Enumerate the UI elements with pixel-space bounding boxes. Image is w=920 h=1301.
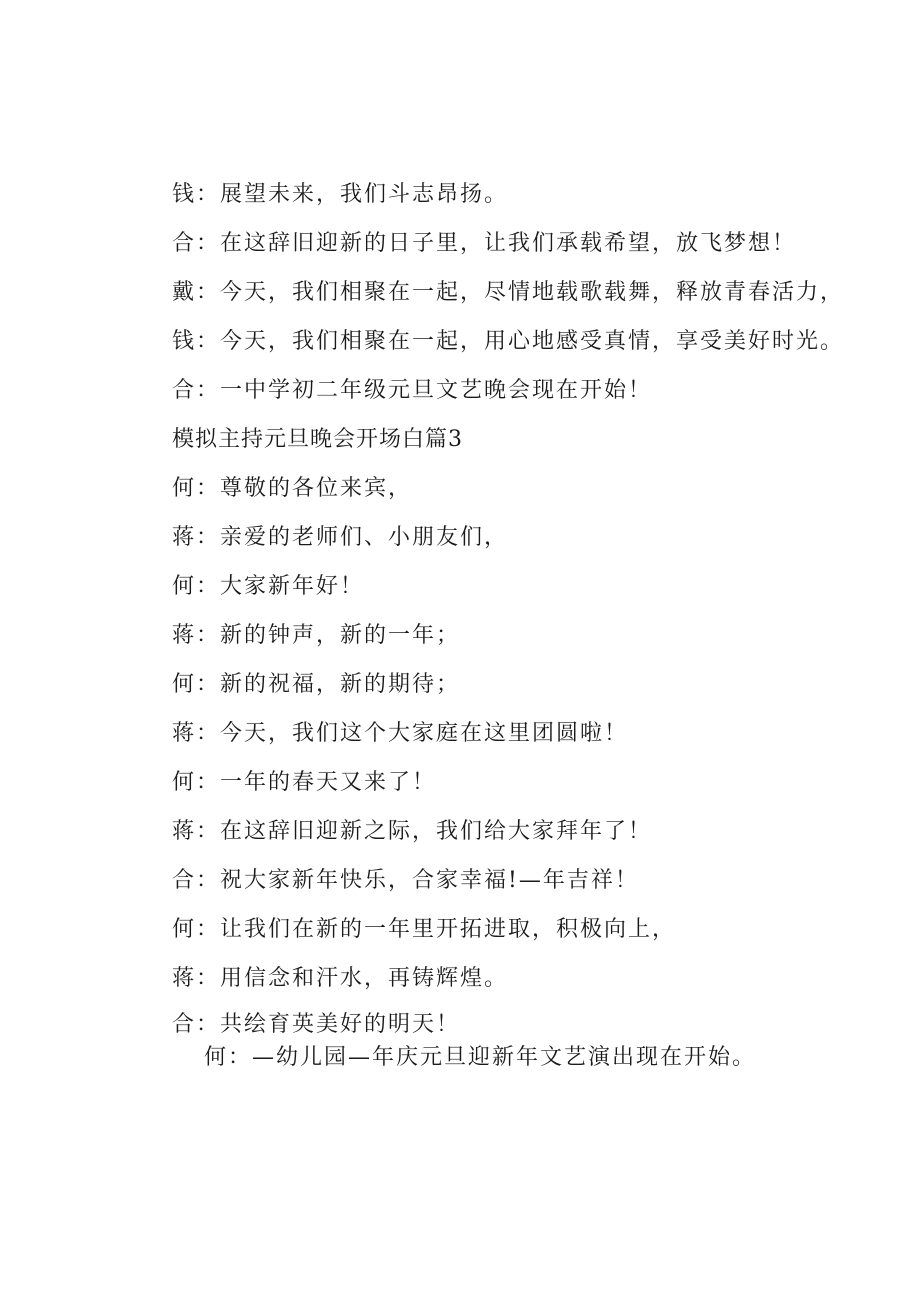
script-line: 合：祝大家新年快乐，合家幸福!—年吉祥！	[172, 868, 639, 893]
script-line: 合：一中学初二年级元旦文艺晚会现在开始！	[172, 378, 653, 403]
script-line: 蒋：在这辞旧迎新之际，我们给大家拜年了！	[172, 819, 653, 844]
section-heading: 模拟主持元旦晚会开场白篇3	[172, 427, 463, 452]
script-line: 合：共绘育英美好的明天！	[172, 1012, 461, 1037]
script-line: 戴：今天，我们相聚在一起，尽情地载歌载舞，释放青春活力，	[172, 280, 845, 305]
closing-line: 何：—幼儿园—年庆元旦迎新年文艺演出现在开始。	[204, 1045, 757, 1070]
script-line: 钱：展望未来，我们斗志昂扬。	[172, 182, 509, 207]
script-text-block	[172, 177, 872, 1089]
script-line: 何：大家新年好！	[172, 574, 365, 599]
script-line: 何：新的祝福，新的期待；	[172, 672, 461, 697]
script-line: 何：让我们在新的一年里开拓进取，积极向上，	[172, 917, 677, 942]
script-line: 合：在这辞旧迎新的日子里，让我们承载希望，放飞梦想！	[172, 231, 797, 256]
script-line: 蒋：新的钟声，新的一年；	[172, 623, 461, 648]
script-line: 何：尊敬的各位来宾，	[172, 476, 413, 501]
script-line: 蒋：亲爱的老师们、小朋友们，	[172, 525, 509, 550]
script-line: 钱：今天，我们相聚在一起，用心地感受真情，享受美好时光。	[172, 329, 845, 354]
script-line: 何：一年的春天又来了！	[172, 770, 437, 795]
script-line: 蒋：用信念和汗水，再铸辉煌。	[172, 966, 509, 991]
script-line: 蒋：今天，我们这个大家庭在这里团圆啦！	[172, 721, 629, 746]
